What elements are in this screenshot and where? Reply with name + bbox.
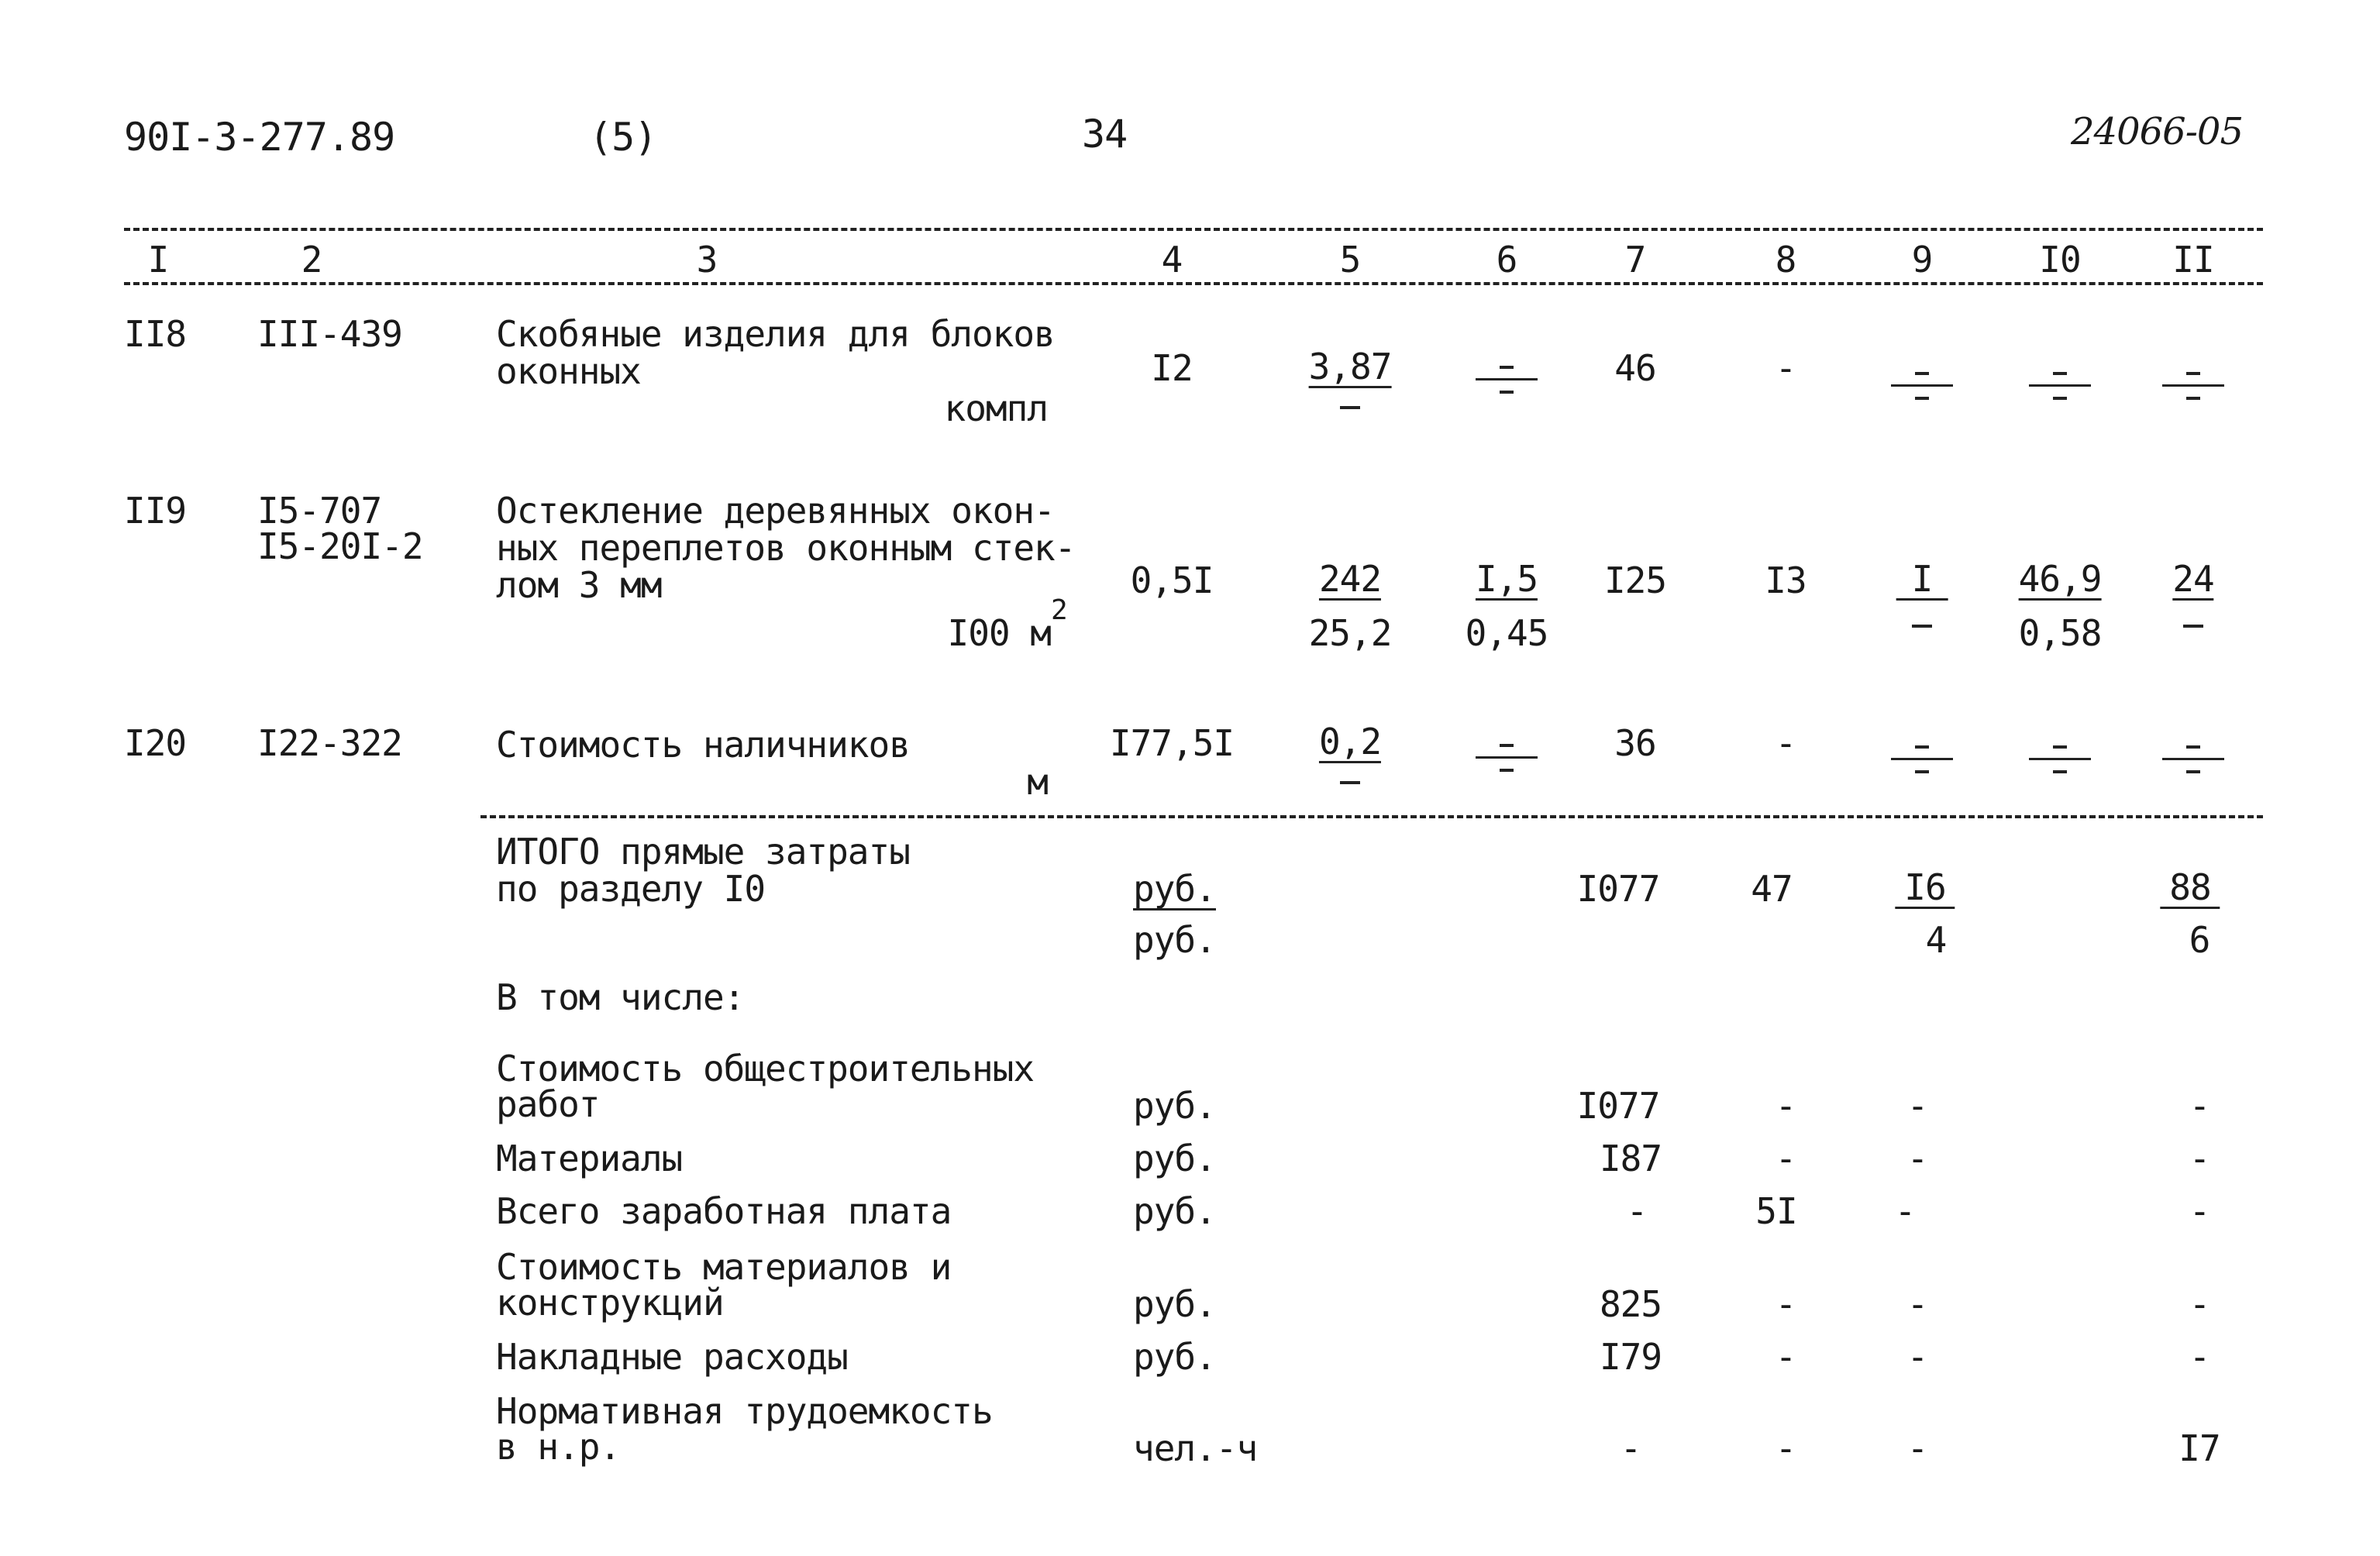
row-description-line: Скобяные изделия для блоков bbox=[496, 313, 1055, 355]
row-number: I20 bbox=[124, 722, 187, 764]
row-col6-empty-fraction bbox=[1469, 742, 1544, 781]
header-top-rule bbox=[124, 228, 2263, 231]
row-col8-value: - bbox=[1775, 722, 1796, 764]
breakdown-col7: I077 bbox=[1576, 1085, 1660, 1127]
breakdown-col11: - bbox=[2189, 1283, 2210, 1325]
document-code: 90I-3-277.89 bbox=[124, 115, 395, 160]
row-col10-denominator: 0,58 bbox=[2018, 612, 2102, 654]
section-number: (5) bbox=[589, 115, 657, 160]
row-col11-empty-fraction bbox=[2156, 370, 2230, 409]
row-col5-numerator: 242 bbox=[1318, 558, 1382, 600]
breakdown-col7: 825 bbox=[1599, 1283, 1662, 1325]
totals-separator-rule bbox=[480, 815, 2263, 818]
breakdown-label-line: Нормативная трудоемкость bbox=[496, 1390, 993, 1432]
breakdown-unit: руб. bbox=[1133, 1138, 1216, 1179]
breakdown-unit: чел.-ч bbox=[1133, 1427, 1258, 1469]
row-unit: м bbox=[1027, 761, 1048, 803]
breakdown-col9: - bbox=[1894, 1190, 1916, 1232]
breakdown-col9: - bbox=[1906, 1138, 1928, 1179]
row-col5-dash bbox=[1340, 781, 1360, 784]
row-quantity: 0,5I bbox=[1130, 559, 1214, 601]
row-col8-value: I3 bbox=[1765, 559, 1807, 601]
breakdown-col9: - bbox=[1906, 1085, 1928, 1127]
row-number: II8 bbox=[124, 313, 187, 355]
total-col11-denominator: 6 bbox=[2189, 919, 2210, 961]
breakdown-col9: - bbox=[1906, 1283, 1928, 1325]
row-col7-value: I25 bbox=[1603, 559, 1667, 601]
breakdown-col11: - bbox=[2189, 1336, 2210, 1378]
col-header-1: I bbox=[147, 239, 169, 281]
row-col5-denominator: 25,2 bbox=[1308, 612, 1392, 654]
col-header-5: 5 bbox=[1339, 239, 1361, 281]
row-col10-empty-fraction bbox=[2023, 370, 2097, 409]
breakdown-unit: руб. bbox=[1133, 1190, 1216, 1232]
col-header-9: 9 bbox=[1911, 239, 1933, 281]
row-col6-numerator: I,5 bbox=[1475, 558, 1538, 600]
page-number: 34 bbox=[1082, 112, 1128, 157]
breakdown-col8: - bbox=[1775, 1138, 1796, 1179]
row-col9-empty-fraction bbox=[1885, 370, 1959, 409]
col-header-2: 2 bbox=[301, 239, 322, 281]
row-code: I5-707 bbox=[257, 490, 382, 532]
row-unit: I00 м bbox=[947, 612, 1051, 654]
row-description-line: оконных bbox=[496, 350, 641, 392]
row-unit-superscript: 2 bbox=[1051, 594, 1067, 626]
total-col9-numerator: I6 bbox=[1895, 869, 1955, 909]
total-unit-top: руб. bbox=[1133, 868, 1216, 910]
col-header-6: 6 bbox=[1496, 239, 1517, 281]
row-col10-numerator: 46,9 bbox=[2018, 558, 2102, 600]
total-col9-denominator: 4 bbox=[1925, 919, 1947, 961]
row-quantity: I77,5I bbox=[1109, 722, 1235, 764]
breakdown-col8: - bbox=[1775, 1336, 1796, 1378]
breakdown-col8: - bbox=[1775, 1283, 1796, 1325]
row-code: III-439 bbox=[257, 313, 402, 355]
row-col9-empty-fraction bbox=[1885, 744, 1959, 783]
row-col11-dash bbox=[2183, 625, 2203, 628]
row-unit: компл bbox=[944, 387, 1048, 429]
total-label-line: по разделу I0 bbox=[496, 868, 766, 910]
breakdown-col7: I79 bbox=[1599, 1336, 1662, 1378]
total-label-line: ИТОГО прямые затраты bbox=[496, 831, 910, 873]
row-col5-value: 3,87 bbox=[1308, 346, 1392, 387]
col-header-4: 4 bbox=[1161, 239, 1183, 281]
archive-code: 24066-05 bbox=[2071, 110, 2243, 153]
breakdown-label-line: Стоимость общестроительных bbox=[496, 1048, 1035, 1090]
row-col8-value: - bbox=[1775, 347, 1796, 389]
breakdown-col11: - bbox=[2189, 1190, 2210, 1232]
breakdown-label-line: конструкций bbox=[496, 1282, 724, 1324]
total-col8-value: 47 bbox=[1751, 868, 1793, 910]
breakdown-col7: I87 bbox=[1599, 1138, 1662, 1179]
breakdown-col11: - bbox=[2189, 1138, 2210, 1179]
breakdown-col11: I7 bbox=[2179, 1427, 2220, 1469]
row-col11-empty-fraction bbox=[2156, 744, 2230, 783]
breakdown-col9: - bbox=[1906, 1336, 1928, 1378]
breakdown-col8: 5I bbox=[1755, 1190, 1797, 1232]
row-col9-numerator: I bbox=[1896, 561, 1948, 601]
row-col5-value: 0,2 bbox=[1318, 721, 1382, 763]
row-code: I22-322 bbox=[257, 722, 402, 764]
breakdown-unit: руб. bbox=[1133, 1336, 1216, 1378]
row-description-line: Остекление деревянных окон- bbox=[496, 490, 1055, 532]
row-number: II9 bbox=[124, 490, 187, 532]
row-col7-value: 36 bbox=[1614, 722, 1656, 764]
breakdown-col7: - bbox=[1620, 1427, 1641, 1469]
col-header-3: 3 bbox=[696, 239, 718, 281]
col-header-11: II bbox=[2172, 239, 2214, 281]
col-header-10: I0 bbox=[2039, 239, 2081, 281]
breakdown-label-line: работ bbox=[496, 1083, 600, 1125]
row-col5-dash bbox=[1340, 406, 1360, 409]
row-col9-dash bbox=[1912, 625, 1932, 628]
breakdown-unit: руб. bbox=[1133, 1085, 1216, 1127]
row-description-line: ных переплетов оконным стек- bbox=[496, 527, 1076, 569]
row-col6-empty-fraction bbox=[1469, 364, 1544, 403]
breakdown-label-line: Стоимость материалов и bbox=[496, 1246, 952, 1288]
row-col7-value: 46 bbox=[1614, 347, 1656, 389]
row-quantity: I2 bbox=[1151, 347, 1193, 389]
breakdown-col8: - bbox=[1775, 1427, 1796, 1469]
including-label: В том числе: bbox=[496, 976, 745, 1018]
col-header-7: 7 bbox=[1624, 239, 1646, 281]
breakdown-col7: - bbox=[1626, 1190, 1648, 1232]
col-header-8: 8 bbox=[1775, 239, 1796, 281]
header-bottom-rule bbox=[124, 282, 2263, 285]
row-col11-numerator: 24 bbox=[2172, 558, 2214, 600]
breakdown-col11: - bbox=[2189, 1085, 2210, 1127]
breakdown-label-line: Накладные расходы bbox=[496, 1336, 848, 1378]
breakdown-col8: - bbox=[1775, 1085, 1796, 1127]
row-description-line: лом 3 мм bbox=[496, 564, 662, 606]
total-col11-numerator: 88 bbox=[2160, 869, 2220, 909]
total-col7-value: I077 bbox=[1576, 868, 1660, 910]
breakdown-label-line: Всего заработная плата bbox=[496, 1190, 952, 1232]
breakdown-label-line: Материалы bbox=[496, 1138, 683, 1179]
breakdown-unit: руб. bbox=[1133, 1283, 1216, 1325]
breakdown-col9: - bbox=[1906, 1427, 1928, 1469]
breakdown-label-line: в н.р. bbox=[496, 1426, 621, 1468]
total-unit-bottom: руб. bbox=[1133, 919, 1216, 961]
row-description-line: Стоимость наличников bbox=[496, 724, 910, 766]
row-col10-empty-fraction bbox=[2023, 744, 2097, 783]
row-col6-denominator: 0,45 bbox=[1465, 612, 1548, 654]
row-code: I5-20I-2 bbox=[257, 525, 423, 567]
